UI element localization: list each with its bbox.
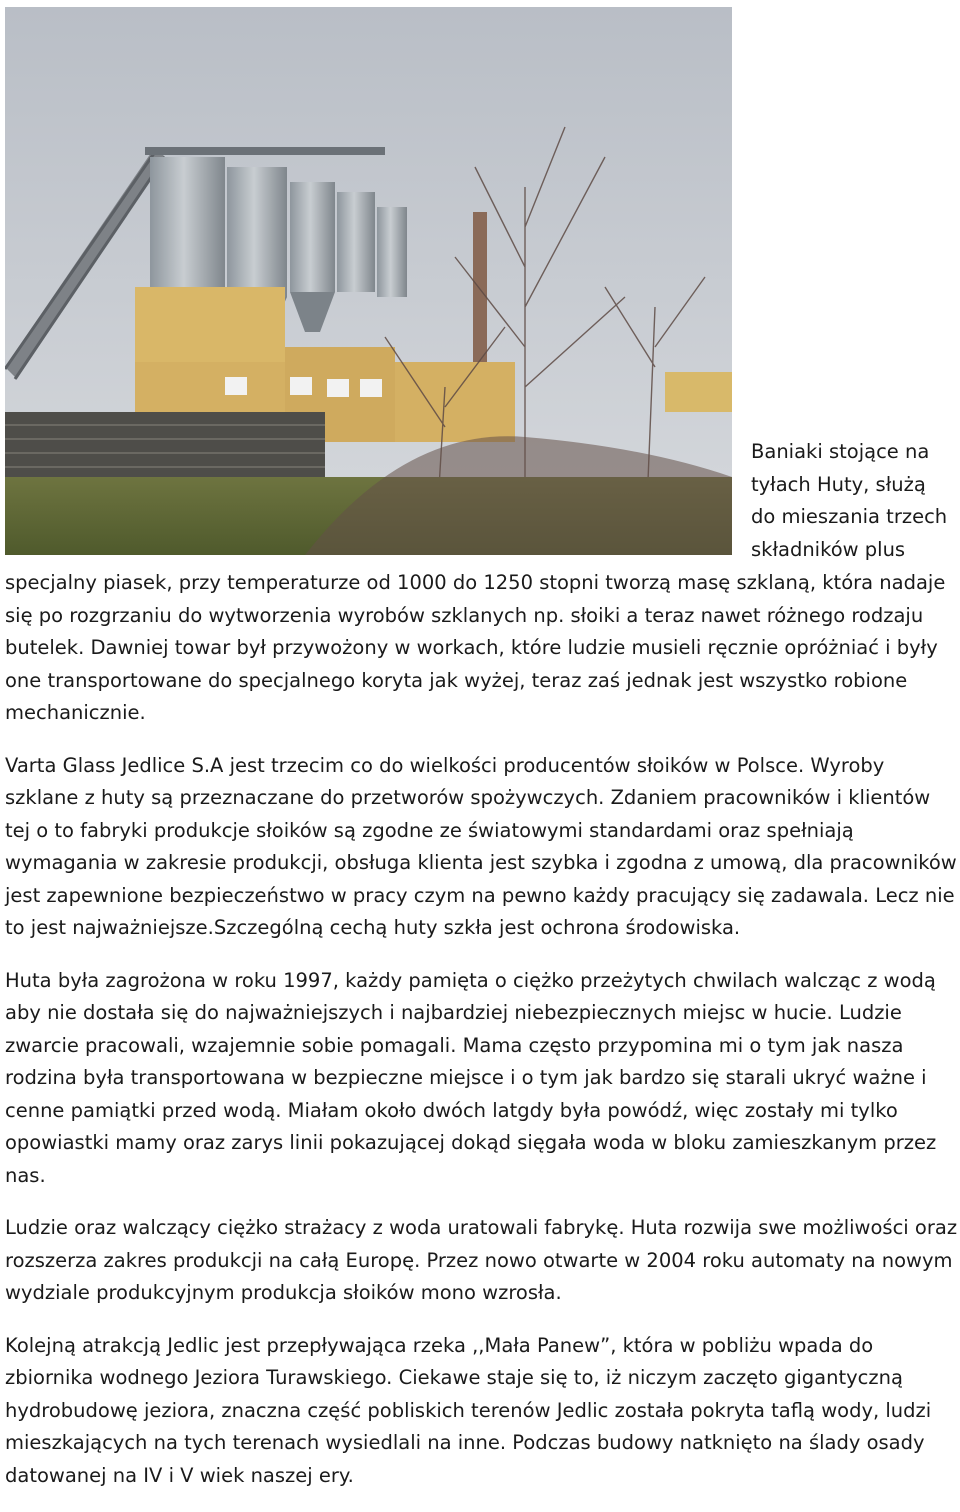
- paragraph-1: specjalny piasek, przy temperaturze od 1000 do 1250 stopni tworzą masę szklaną, która nadaje się po rozgrzaniu do wytworzenia wyrobów szklanych np. słoiki a teraz nawet różnego rodzaju butelek. Dawniej towar był przywożony w workach, które ludzie musieli ręcznie opróżniać i były one transportowane do specjalnego koryta jak wyżej, teraz zaś jednak jest wszystko robione mechanicznie.: [5, 571, 946, 724]
- paragraph-3: Huta była zagrożona w roku 1997, każdy pamięta o ciężko przeżytych chwilach walcząc z wodą aby nie dostała się do najważniejszych i najbardziej niebezpiecznych miejsc w hucie. Ludzie zwarcie pracowali, wzajemnie sobie pomagali. Mama często przypomina mi o tym jak nasza rodzina była transportowana w bezpieczne miejsce i o tym jak bardzo się starali ukryć ważne i cenne pamiątki przed wodą. Miałam około dwóch latgdy była powódź, więc zostały mi tylko opowiastki mamy oraz zarys linii pokazującej dokąd sięgała woda w bloku zamieszkanym przez nas.: [5, 968, 937, 1187]
- factory-photo: [5, 7, 732, 555]
- article-body: [5, 567, 960, 1512]
- photo-caption: Baniaki stojące na tyłach Huty, służą do mieszania trzech składników plus: [751, 440, 948, 561]
- paragraph-5: Kolejną atrakcją Jedlic jest przepływająca rzeka ,,Mała Panew”, która w pobliżu wpada do zbiornika wodnego Jeziora Turawskiego. Ciekawe staje się to, iż niczym zaczęto gigantyczną hydrobudowę jeziora, znaczna część pobliskich terenów Jedlic została pokryta taflą wody, ludzi mieszkających na tych terenach wysiedlali na inne. Podczas budowy natknięto na ślady osady datowanej na IV i V wiek naszej ery.: [5, 1333, 932, 1487]
- factory-photo-illustration: [5, 7, 732, 555]
- paragraph-2: Varta Glass Jedlice S.A jest trzecim co do wielkości producentów słoików w Polsce. Wyroby szklane z huty są przeznaczane do przetworów spożywczych. Zdaniem pracowników i klientów tej o to fabryki produkcje słoików są zgodne ze światowymi standardami oraz spełniają wymagania w zakresie produkcji, obsługa klienta jest szybka i zgodna z umową, dla pracowników jest zapewnione bezpieczeństwo w pracy czym na pewno każdy pracujący się zadawala. Lecz nie to jest najważniejsze.Szczególną cechą huty szkła jest ochrona środowiska.: [5, 753, 957, 939]
- paragraph-4: Ludzie oraz walczący ciężko strażacy z woda uratowali fabrykę. Huta rozwija swe możliwości oraz rozszerza zakres produkcji na całą Europę. Przez nowo otwarte w 2004 roku automaty na nowym wydziale produkcyjnym produkcja słoików mono wzrosła.: [5, 1216, 958, 1304]
